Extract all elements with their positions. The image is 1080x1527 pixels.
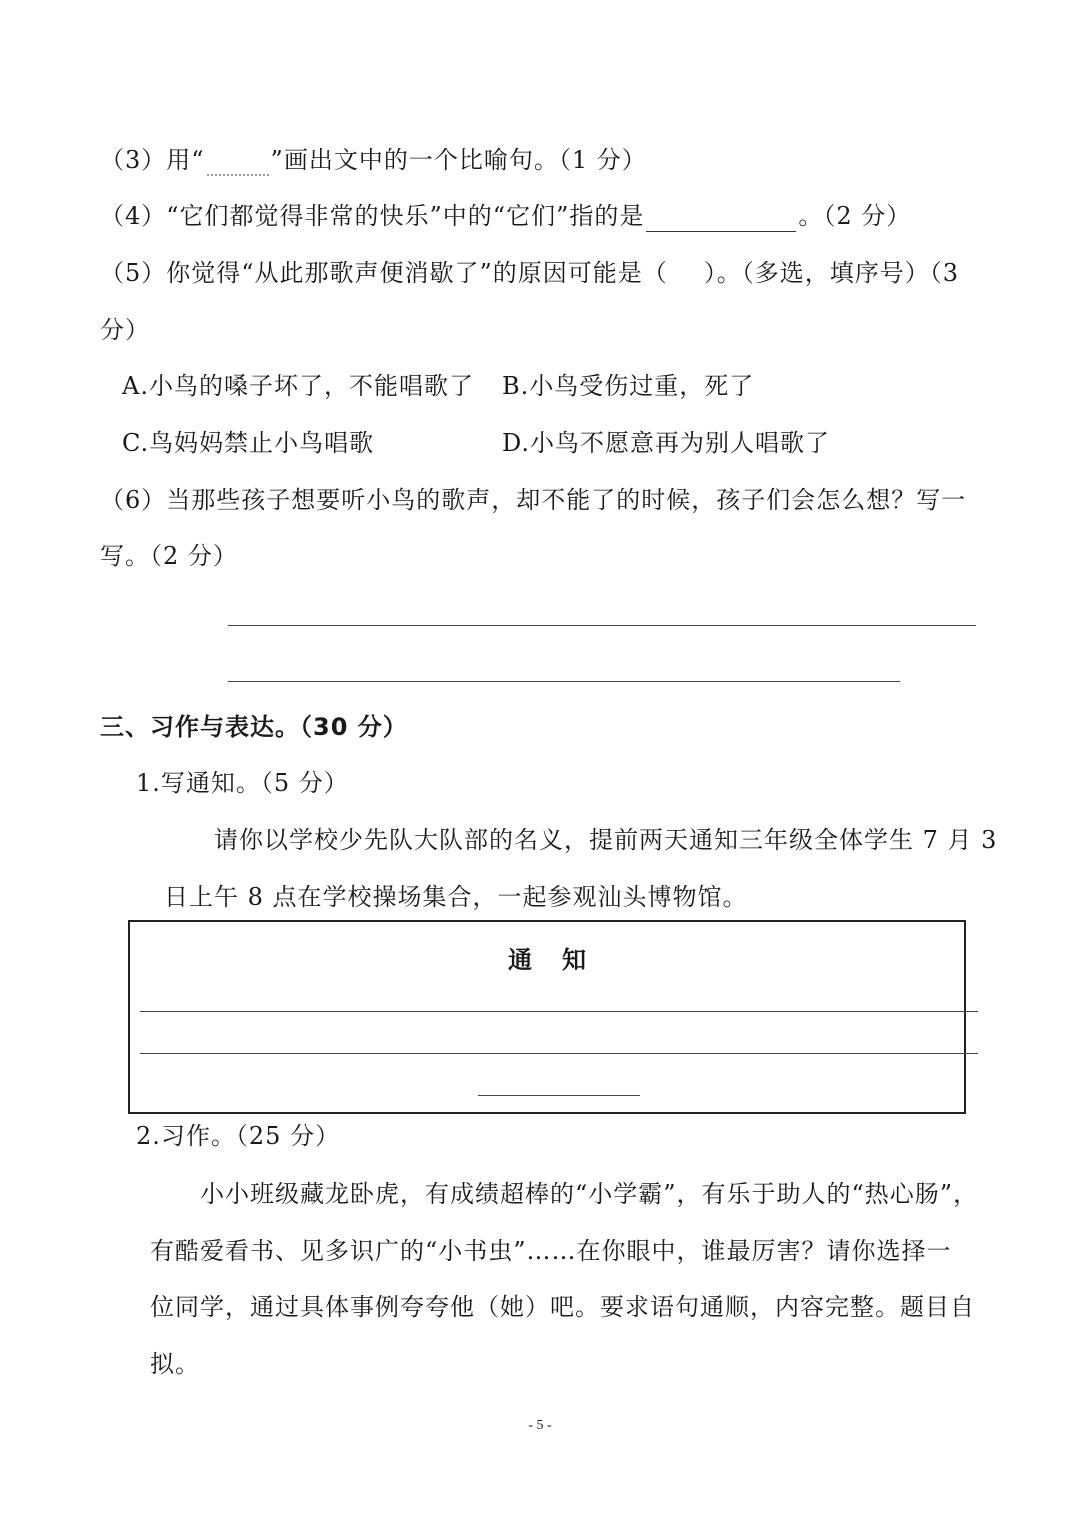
task-2-title: 2.习作。（25 分） xyxy=(136,1122,341,1150)
task-2-prompt-line-4: 拟。 xyxy=(150,1350,200,1378)
task-1-title: 1.写通知。（5 分） xyxy=(136,769,349,797)
task-1-instruction-line-1: 请你以学校少先队大队部的名义，提前两天通知三年级全体学生 7 月 3 xyxy=(214,826,998,854)
answer-line-2[interactable] xyxy=(228,681,900,682)
wavy-underline-sample xyxy=(207,152,269,176)
notice-writing-box[interactable] xyxy=(128,920,966,1114)
question-5-line-1 xyxy=(100,257,959,289)
option-d: D.小鸟不愿意再为别人唱歌了 xyxy=(502,429,831,457)
question-5-line-2: 分） xyxy=(100,316,150,344)
option-b: B.小鸟受伤过重，死了 xyxy=(502,372,755,400)
task-2-prompt-line-3: 位同学，通过具体事例夸夸他（她）吧。要求语句通顺，内容完整。题目自 xyxy=(150,1293,975,1321)
task-2-prompt-line-1: 小小班级藏龙卧虎，有成绩超棒的“小学霸”，有乐于助人的“热心肠”， xyxy=(200,1180,979,1208)
question-4-suffix: 。（2 分） xyxy=(798,202,912,230)
question-3 xyxy=(100,144,647,176)
page-number: - 5 - xyxy=(528,1418,552,1433)
question-5-prefix: （5）你觉得“从此那歌声便消歇了”的原因可能是（ xyxy=(100,259,668,287)
section-3-title: 三、习作与表达。（30 分） xyxy=(100,713,408,741)
question-4 xyxy=(100,200,911,232)
option-c: C.鸟妈妈禁止小鸟唱歌 xyxy=(122,429,375,457)
option-a: A.小鸟的嗓子坏了，不能唱歌了 xyxy=(122,372,474,400)
question-3-prefix: （3）用“ xyxy=(100,146,205,174)
question-5-suffix: ）。（多选，填序号）（3 xyxy=(703,259,960,287)
question-6-line-1: （6）当那些孩子想要听小鸟的歌声，却不能了的时候，孩子们会怎么想？写一 xyxy=(100,486,967,514)
notice-line-2[interactable] xyxy=(140,1053,978,1054)
question-3-suffix: ”画出文中的一个比喻句。（1 分） xyxy=(270,146,647,174)
notice-line-1[interactable] xyxy=(140,1011,978,1012)
notice-title: 通知 xyxy=(508,946,616,974)
answer-blank[interactable] xyxy=(646,207,796,232)
notice-signature-line[interactable] xyxy=(478,1095,640,1096)
task-2-prompt-line-2: 有酷爱看书、见多识广的“小书虫”……在你眼中，谁最厉害？请你选择一 xyxy=(150,1237,952,1265)
task-1-instruction-line-2: 日上午 8 点在学校操场集合，一起参观汕头博物馆。 xyxy=(164,883,748,911)
answer-line-1[interactable] xyxy=(228,625,976,626)
question-6-line-2: 写。（2 分） xyxy=(100,542,238,570)
question-4-prefix: （4）“它们都觉得非常的快乐”中的“它们”指的是 xyxy=(100,202,645,230)
